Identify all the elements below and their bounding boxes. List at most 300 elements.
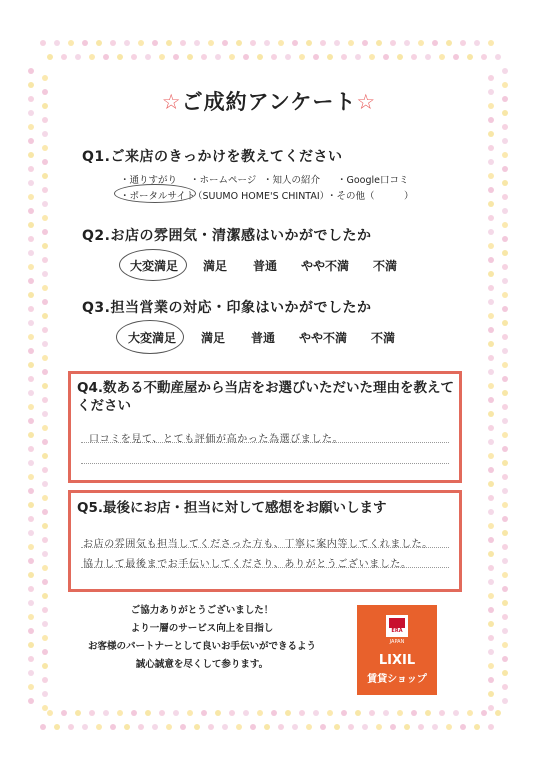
border-dot xyxy=(28,404,34,410)
border-dot xyxy=(42,481,48,487)
border-dot xyxy=(28,124,34,130)
border-dot xyxy=(145,54,151,60)
shop-name-text: 賃貸ショップ xyxy=(367,674,427,685)
border-dot xyxy=(488,299,494,305)
border-dot xyxy=(42,649,48,655)
border-dot xyxy=(502,530,508,536)
border-dot xyxy=(383,54,389,60)
q3-question: Q3.担当営業の対応・印象はいかがでしたか xyxy=(82,300,372,316)
border-dot xyxy=(390,724,396,730)
lixil-brand-text: LIXIL xyxy=(378,653,416,668)
border-dot xyxy=(40,40,46,46)
border-dot xyxy=(42,75,48,81)
border-dot xyxy=(502,306,508,312)
border-dot xyxy=(502,586,508,592)
border-dot xyxy=(28,390,34,396)
border-dot xyxy=(28,530,34,536)
q4-question-line1: Q4.数ある不動産屋から当店をお選びいただいた理由を教えて xyxy=(77,380,454,396)
border-dot xyxy=(285,710,291,716)
border-dot xyxy=(117,54,123,60)
border-dot xyxy=(28,348,34,354)
border-dot xyxy=(28,138,34,144)
border-dot xyxy=(425,54,431,60)
border-dot xyxy=(502,376,508,382)
border-dot xyxy=(502,278,508,284)
q2-option-dissatisfied[interactable]: 不満 xyxy=(373,259,398,273)
border-dot xyxy=(369,710,375,716)
border-dot xyxy=(488,145,494,151)
q1-option-homepage[interactable]: ・ホームページ xyxy=(190,175,257,186)
border-dot xyxy=(411,54,417,60)
border-dot xyxy=(75,54,81,60)
border-dot xyxy=(348,40,354,46)
border-dot xyxy=(278,40,284,46)
border-dot xyxy=(166,40,172,46)
border-dot xyxy=(173,54,179,60)
border-dot xyxy=(488,117,494,123)
border-dot xyxy=(481,54,487,60)
q5-answer-text-line2[interactable]: 協力して最後までお手伝いしてくださり、ありがとうございました。 xyxy=(83,559,412,570)
border-dot xyxy=(42,383,48,389)
q3-option-dissatisfied[interactable]: 不満 xyxy=(371,331,396,345)
border-dot xyxy=(54,724,60,730)
border-dot xyxy=(243,710,249,716)
border-dot xyxy=(42,285,48,291)
border-dot xyxy=(488,215,494,221)
border-dot xyxy=(201,710,207,716)
border-dot xyxy=(502,208,508,214)
border-dot xyxy=(502,628,508,634)
border-dot xyxy=(96,40,102,46)
border-dot xyxy=(488,439,494,445)
border-dot xyxy=(334,40,340,46)
border-dot xyxy=(271,710,277,716)
q3-option-slightly-dissatisfied[interactable]: やや不満 xyxy=(299,331,348,345)
border-dot xyxy=(404,724,410,730)
border-dot xyxy=(502,180,508,186)
border-dot xyxy=(42,299,48,305)
border-dot xyxy=(411,710,417,716)
border-dot xyxy=(28,628,34,634)
border-dot xyxy=(488,285,494,291)
border-dot xyxy=(299,54,305,60)
border-dot xyxy=(488,509,494,515)
border-dot xyxy=(28,166,34,172)
border-dot xyxy=(264,40,270,46)
border-dot xyxy=(42,579,48,585)
border-dot xyxy=(42,271,48,277)
border-dot xyxy=(131,710,137,716)
era-japan-text: JAPAN xyxy=(389,639,405,645)
border-dot xyxy=(42,593,48,599)
closing-line4: 誠心誠意を尽くして参ります。 xyxy=(135,659,269,670)
border-dot xyxy=(28,446,34,452)
page-title xyxy=(0,86,538,116)
border-dot xyxy=(271,54,277,60)
border-dot xyxy=(28,306,34,312)
border-dot xyxy=(502,68,508,74)
border-dot xyxy=(28,642,34,648)
border-dot xyxy=(432,724,438,730)
q1-option-google[interactable]: ・Google口コミ xyxy=(337,175,409,186)
closing-line2: より一層のサービス向上を目指し xyxy=(130,623,274,634)
border-dot xyxy=(488,327,494,333)
border-dot xyxy=(28,516,34,522)
border-dot xyxy=(42,635,48,641)
border-dot xyxy=(42,663,48,669)
border-dot xyxy=(488,397,494,403)
border-dot xyxy=(502,502,508,508)
border-dot xyxy=(502,600,508,606)
border-dot xyxy=(467,710,473,716)
border-dot xyxy=(362,724,368,730)
border-dot xyxy=(42,327,48,333)
q5-answer-box xyxy=(68,490,462,592)
border-dot xyxy=(418,724,424,730)
border-dot xyxy=(152,724,158,730)
border-dot xyxy=(208,40,214,46)
border-dot xyxy=(103,710,109,716)
border-dot xyxy=(194,724,200,730)
border-dot xyxy=(488,75,494,81)
border-dot xyxy=(488,495,494,501)
q2-option-very-satisfied[interactable]: 大変満足 xyxy=(130,259,179,273)
border-dot xyxy=(173,710,179,716)
border-dot xyxy=(502,432,508,438)
border-dot xyxy=(348,724,354,730)
border-dot xyxy=(124,40,130,46)
border-dot xyxy=(488,579,494,585)
border-dot xyxy=(488,593,494,599)
border-dot xyxy=(502,558,508,564)
border-dot xyxy=(376,724,382,730)
border-dot xyxy=(61,54,67,60)
border-dot xyxy=(425,710,431,716)
border-dot xyxy=(28,222,34,228)
border-dot xyxy=(42,411,48,417)
border-dot xyxy=(306,40,312,46)
closing-line3: お客様のパートナーとして良いお手伝いができるよう xyxy=(87,641,316,652)
border-dot xyxy=(61,710,67,716)
border-dot xyxy=(250,40,256,46)
border-dot xyxy=(42,173,48,179)
border-dot xyxy=(453,54,459,60)
border-dot xyxy=(299,710,305,716)
border-dot xyxy=(42,677,48,683)
border-dot xyxy=(327,54,333,60)
border-dot xyxy=(502,194,508,200)
border-dot xyxy=(42,537,48,543)
border-dot xyxy=(28,264,34,270)
border-dot xyxy=(502,516,508,522)
border-dot xyxy=(383,710,389,716)
border-dot xyxy=(488,257,494,263)
era-logo-icon xyxy=(386,615,408,637)
border-dot xyxy=(502,572,508,578)
border-dot xyxy=(278,724,284,730)
border-dot xyxy=(502,334,508,340)
border-dot xyxy=(28,432,34,438)
border-dot xyxy=(502,348,508,354)
border-dot xyxy=(222,724,228,730)
q4-blank-line xyxy=(81,463,449,464)
star-icon-right: ☆ xyxy=(356,90,377,114)
border-dot xyxy=(75,710,81,716)
border-dot xyxy=(481,710,487,716)
q2-option-normal[interactable]: 普通 xyxy=(253,259,278,273)
border-dot xyxy=(474,40,480,46)
lixil-shop-logo xyxy=(357,605,437,695)
q3-option-satisfied[interactable]: 満足 xyxy=(201,331,226,345)
border-dot xyxy=(28,474,34,480)
border-dot xyxy=(502,698,508,704)
border-dot xyxy=(28,236,34,242)
border-dot xyxy=(257,54,263,60)
border-dot xyxy=(42,229,48,235)
border-dot xyxy=(28,250,34,256)
border-dot xyxy=(264,724,270,730)
border-dot xyxy=(42,341,48,347)
border-dot xyxy=(243,54,249,60)
border-dot xyxy=(488,411,494,417)
border-dot xyxy=(488,691,494,697)
q3-option-normal[interactable]: 普通 xyxy=(251,331,276,345)
border-dot xyxy=(28,292,34,298)
border-dot xyxy=(488,724,494,730)
border-dot xyxy=(42,551,48,557)
border-dot xyxy=(28,152,34,158)
border-dot xyxy=(327,710,333,716)
border-dot xyxy=(488,271,494,277)
border-dot xyxy=(187,710,193,716)
border-dot xyxy=(488,313,494,319)
border-dot xyxy=(42,187,48,193)
q1-option-referral[interactable]: ・知人の紹介 xyxy=(263,175,321,186)
border-dot xyxy=(502,320,508,326)
border-dot xyxy=(502,670,508,676)
border-dot xyxy=(502,684,508,690)
border-dot xyxy=(180,724,186,730)
border-dot xyxy=(110,724,116,730)
border-dot xyxy=(28,670,34,676)
border-dot xyxy=(390,40,396,46)
border-dot xyxy=(488,229,494,235)
border-dot xyxy=(502,390,508,396)
border-dot xyxy=(47,54,53,60)
q5-answer-text-line1[interactable]: お店の雰囲気も担当してくださった方も、丁寧に案内等してくれました。 xyxy=(83,539,433,550)
border-dot xyxy=(201,54,207,60)
border-dot xyxy=(439,710,445,716)
border-dot xyxy=(89,710,95,716)
border-dot xyxy=(488,565,494,571)
border-dot xyxy=(28,68,34,74)
border-dot xyxy=(28,180,34,186)
border-dot xyxy=(488,201,494,207)
q3-selected-circle xyxy=(116,320,184,354)
border-dot xyxy=(446,40,452,46)
border-dot xyxy=(488,355,494,361)
border-dot xyxy=(215,710,221,716)
border-dot xyxy=(292,724,298,730)
border-dot xyxy=(488,607,494,613)
border-dot xyxy=(187,54,193,60)
border-dot xyxy=(194,40,200,46)
border-dot xyxy=(82,724,88,730)
border-dot xyxy=(502,264,508,270)
q1-selected-circle xyxy=(114,184,196,203)
border-dot xyxy=(180,40,186,46)
border-dot xyxy=(222,40,228,46)
border-dot xyxy=(131,54,137,60)
border-dot xyxy=(376,40,382,46)
border-dot xyxy=(488,243,494,249)
border-dot xyxy=(159,54,165,60)
border-dot xyxy=(42,453,48,459)
border-dot xyxy=(502,362,508,368)
border-dot xyxy=(502,152,508,158)
border-dot xyxy=(28,194,34,200)
border-dot xyxy=(502,222,508,228)
border-dot xyxy=(502,656,508,662)
border-dot xyxy=(488,635,494,641)
border-dot xyxy=(341,710,347,716)
q2-option-slightly-dissatisfied[interactable]: やや不満 xyxy=(301,259,350,273)
border-dot xyxy=(28,418,34,424)
border-dot xyxy=(502,544,508,550)
border-dot xyxy=(117,710,123,716)
border-dot xyxy=(488,481,494,487)
border-dot xyxy=(502,642,508,648)
q2-selected-circle xyxy=(119,249,187,281)
title-text: ご成約アンケート xyxy=(181,90,357,114)
border-dot xyxy=(145,710,151,716)
border-dot xyxy=(138,40,144,46)
border-dot xyxy=(28,544,34,550)
border-dot xyxy=(488,383,494,389)
border-dot xyxy=(236,40,242,46)
border-dot xyxy=(474,724,480,730)
border-dot xyxy=(439,54,445,60)
border-dot xyxy=(257,710,263,716)
border-dot xyxy=(502,488,508,494)
border-dot xyxy=(488,467,494,473)
border-dot xyxy=(42,621,48,627)
border-dot xyxy=(40,724,46,730)
border-dot xyxy=(138,724,144,730)
border-dot xyxy=(42,257,48,263)
border-dot xyxy=(159,710,165,716)
border-dot xyxy=(502,166,508,172)
border-dot xyxy=(460,724,466,730)
border-dot xyxy=(42,691,48,697)
border-dot xyxy=(215,54,221,60)
q2-option-satisfied[interactable]: 満足 xyxy=(203,259,228,273)
border-dot xyxy=(42,159,48,165)
border-dot xyxy=(488,649,494,655)
border-dot xyxy=(28,334,34,340)
border-dot xyxy=(28,586,34,592)
border-dot xyxy=(68,724,74,730)
border-dot xyxy=(488,453,494,459)
border-dot xyxy=(152,40,158,46)
q4-answer-text[interactable]: 口コミを見て、とても評価が高かった為選びました。 xyxy=(89,434,344,445)
border-dot xyxy=(488,369,494,375)
border-dot xyxy=(42,425,48,431)
border-dot xyxy=(28,502,34,508)
border-dot xyxy=(488,621,494,627)
border-dot xyxy=(502,236,508,242)
border-dot xyxy=(397,710,403,716)
border-dot xyxy=(488,551,494,557)
border-dot xyxy=(208,724,214,730)
border-dot xyxy=(236,724,242,730)
border-dot xyxy=(28,320,34,326)
q1-option-portal[interactable]: ・ポータルサイト xyxy=(120,191,196,202)
border-dot xyxy=(42,145,48,151)
border-dot xyxy=(124,724,130,730)
border-dot xyxy=(460,40,466,46)
border-dot xyxy=(42,705,48,711)
border-dot xyxy=(68,40,74,46)
border-dot xyxy=(28,558,34,564)
border-dot xyxy=(502,138,508,144)
border-dot xyxy=(355,710,361,716)
border-dot xyxy=(502,446,508,452)
q1-option-other-close: ） xyxy=(404,191,414,202)
q4-question-line2: ください xyxy=(77,398,131,414)
border-dot xyxy=(467,54,473,60)
q1-option-other[interactable]: ・その他（ xyxy=(327,191,375,202)
border-dot xyxy=(47,710,53,716)
border-dot xyxy=(446,724,452,730)
border-dot xyxy=(488,40,494,46)
border-dot xyxy=(292,40,298,46)
border-dot xyxy=(488,131,494,137)
border-dot xyxy=(453,710,459,716)
border-dot xyxy=(355,54,361,60)
border-dot xyxy=(42,607,48,613)
border-dot xyxy=(42,397,48,403)
border-dot xyxy=(229,710,235,716)
closing-message xyxy=(72,602,332,674)
border-dot xyxy=(28,614,34,620)
border-dot xyxy=(110,40,116,46)
border-dot xyxy=(42,313,48,319)
q3-option-very-satisfied[interactable]: 大変満足 xyxy=(128,331,177,345)
border-dot xyxy=(42,215,48,221)
border-dot xyxy=(369,54,375,60)
border-dot xyxy=(42,439,48,445)
border-dot xyxy=(488,341,494,347)
border-dot xyxy=(488,705,494,711)
q2-question: Q2.お店の雰囲気・清潔感はいかがでしたか xyxy=(82,228,372,244)
border-dot xyxy=(28,460,34,466)
border-dot xyxy=(28,656,34,662)
border-dot xyxy=(42,117,48,123)
border-dot xyxy=(488,425,494,431)
border-dot xyxy=(82,40,88,46)
border-dot xyxy=(89,54,95,60)
border-dot xyxy=(502,250,508,256)
border-dot xyxy=(502,418,508,424)
border-dot xyxy=(418,40,424,46)
border-dot xyxy=(54,40,60,46)
border-dot xyxy=(28,376,34,382)
border-dot xyxy=(250,724,256,730)
border-dot xyxy=(362,40,368,46)
q1-option-passing-by[interactable]: ・通りすがり xyxy=(120,175,178,186)
era-text: ERA xyxy=(391,628,403,634)
